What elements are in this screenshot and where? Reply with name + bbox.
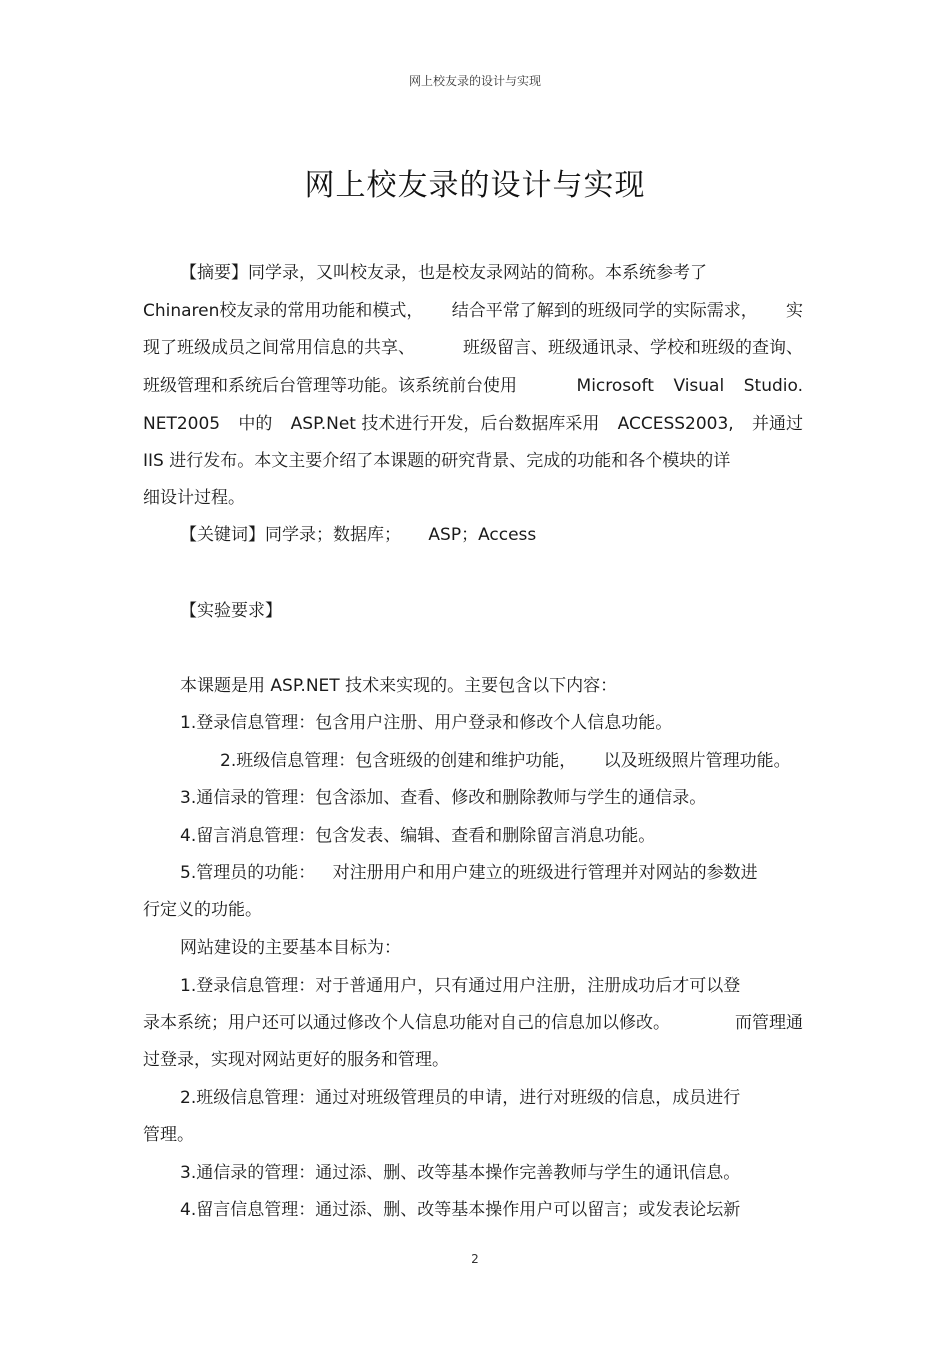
goal-1-line-2 — [143, 1012, 803, 1034]
requirement-item-2 — [220, 750, 791, 772]
abstract-line-3-part-1: 现了班级成员之间常用信息的共享、 — [143, 338, 415, 358]
requirement-item-2-part-1: 2.班级信息管理：包含班级的创建和维护功能， — [220, 751, 577, 771]
abstract-line-5-part-5: 并通过 — [751, 414, 803, 434]
abstract-line-3-part-2: 班级留言、班级通讯录、学校和班级的查询、 — [463, 338, 803, 358]
requirement-item-5 — [180, 862, 758, 884]
keywords-label: 【关键词】同学录；数据库； — [180, 525, 401, 545]
section-heading: 【实验要求】 — [180, 601, 282, 621]
abstract-line-3 — [143, 337, 803, 359]
goal-2-line-1: 2.班级信息管理：通过对班级管理员的申请，进行对班级的信息，成员进行 — [180, 1088, 741, 1108]
requirement-item-2-part-2: 以及班级照片管理功能。 — [603, 751, 791, 771]
requirement-item-5-continued: 行定义的功能。 — [143, 900, 262, 920]
goal-1-line-1: 1.登录信息管理：对于普通用户，只有通过用户注册，注册成功后才可以登 — [180, 976, 741, 996]
requirement-item-4: 4.留言消息管理：包含发表、编辑、查看和删除留言消息功能。 — [180, 826, 656, 846]
abstract-line-6: IIS 进行发布。本文主要介绍了本课题的研究背景、完成的功能和各个模块的详 — [143, 451, 731, 471]
requirement-item-3: 3.通信录的管理：包含添加、查看、修改和删除教师与学生的通信录。 — [180, 788, 707, 808]
abstract-line-4-part-1: 班级管理和系统后台管理等功能。该系统前台使用 — [143, 376, 517, 396]
abstract-line-5-part-3: ASP.Net 技术进行开发，后台数据库采用 — [290, 414, 600, 434]
abstract-line-1: 【摘要】同学录，又叫校友录，也是校友录网站的简称。本系统参考了 — [180, 263, 707, 283]
abstract-line-2 — [143, 300, 803, 322]
goal-1-line-2-part-2: 而管理通 — [735, 1013, 803, 1033]
page-number: 2 — [471, 1252, 479, 1266]
abstract-line-4-part-3: Visual — [673, 376, 725, 396]
abstract-line-5-part-2: 中的 — [238, 414, 273, 434]
abstract-line-4 — [143, 375, 803, 397]
keywords-line — [180, 524, 536, 546]
requirement-item-5-part-2: 对注册用户和用户建立的班级进行管理并对网站的参数进 — [332, 863, 758, 883]
requirement-item-5-part-1: 5.管理员的功能： — [180, 863, 316, 883]
abstract-line-4-part-2: Microsoft — [576, 376, 654, 396]
abstract-line-5-part-4: ACCESS2003, — [617, 414, 734, 434]
goal-3: 3.通信录的管理：通过添、删、改等基本操作完善教师与学生的通讯信息。 — [180, 1163, 741, 1183]
requirements-intro: 本课题是用 ASP.NET 技术来实现的。主要包含以下内容： — [180, 676, 618, 696]
keywords-terms: ASP；Access — [428, 525, 537, 545]
goal-1-line-2-part-1: 录本系统；用户还可以通过修改个人信息功能对自己的信息加以修改。 — [143, 1013, 670, 1033]
goal-1-line-3: 过登录，实现对网站更好的服务和管理。 — [143, 1050, 449, 1070]
abstract-line-5 — [143, 413, 803, 435]
abstract-line-2-part-3: 实 — [785, 301, 803, 321]
abstract-line-4-part-4: Studio. — [743, 376, 803, 396]
document-title: 网上校友录的设计与实现 — [304, 168, 646, 203]
abstract-line-2-part-2: 结合平常了解到的班级同学的实际需求， — [451, 301, 758, 321]
goals-intro: 网站建设的主要基本目标为： — [180, 938, 401, 958]
requirement-item-1: 1.登录信息管理：包含用户注册、用户登录和修改个人信息功能。 — [180, 713, 673, 733]
goal-2-line-2: 管理。 — [143, 1125, 194, 1145]
goal-4: 4.留言信息管理：通过添、删、改等基本操作用户可以留言；或发表论坛新 — [180, 1200, 741, 1220]
abstract-line-2-part-1: Chinaren校友录的常用功能和模式， — [143, 301, 424, 321]
abstract-line-7: 细设计过程。 — [143, 488, 245, 508]
abstract-line-5-part-1: NET2005 — [143, 414, 221, 434]
running-header: 网上校友录的设计与实现 — [408, 74, 541, 88]
